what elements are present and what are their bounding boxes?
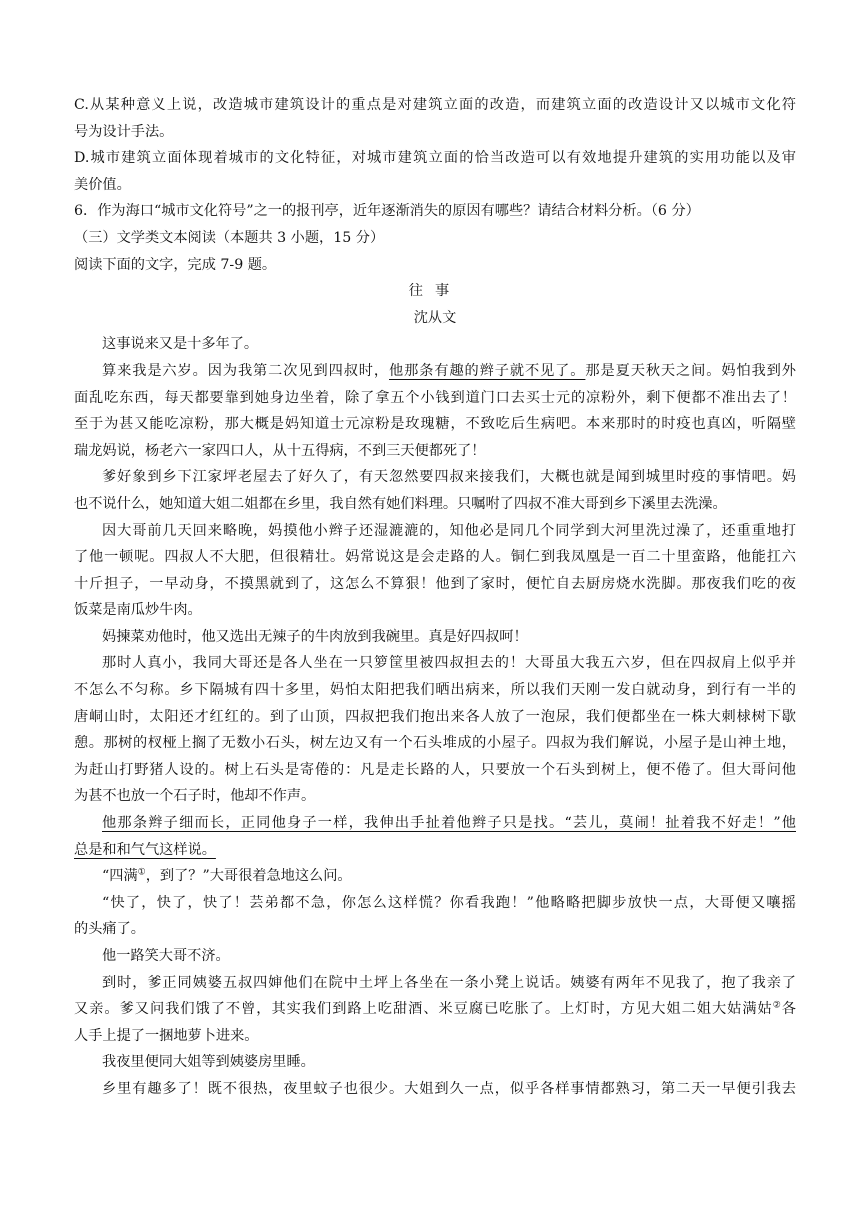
section-3-heading: （三）文学类文本阅读（本题共 3 小题，15 分） (74, 229, 385, 246)
article-author: 沈从文 (413, 309, 457, 326)
paragraph-2-text: 算来我是六岁。因为我第二次见到四叔时， (102, 362, 390, 379)
paragraph-9-line-2: 的头痛了。 (74, 921, 145, 938)
article-title: 往事 (408, 283, 462, 300)
underlined-sentence-2-line-2: 总是和和气气这样说。 (74, 841, 216, 858)
footnote-marker-1: ① (137, 867, 146, 878)
paragraph-6-line-3: 唐峒山时，太阳还才红红的。到了山顶，四叔把我们抱出来各人放了一泡尿，我们便都坐在一株大刺梂树下歇 (74, 708, 796, 725)
underlined-sentence-1: 他那条有趣的辫子就不见了。 (389, 362, 586, 379)
paragraph-6-line-1: 那时人真小，我同大哥还是各人坐在一只箩筐里被四叔担去的！大哥虽大我五六岁，但在四叔肩上似乎并 (102, 655, 796, 672)
paragraph-5: 妈揀菜劝他时，他又选出无辣子的牛肉放到我碗里。真是好四叔呵！ (102, 628, 528, 645)
paragraph-11-line-1: 到时，爹正同姨婆五叔四婶他们在院中土坪上各坐在一条小凳上说话。姨婆有两年不见我了，抱了我亲了 (102, 974, 796, 991)
document-page (74, 92, 796, 1103)
paragraph-6-line-5: 为赶山打野猪人设的。树上石头是寄倦的：凡是走长路的人，只要放一个石头到树上，便不倦了。但大哥问他 (74, 761, 796, 778)
paragraph-2-line-3: 至于为甚又能吃凉粉，那大概是妈知道士元凉粉是玫瑰糖，不致吃后生病吧。本来那时的时疫也真凶，听隔壁 (74, 416, 796, 433)
paragraph-3-line-1: 爹好象到乡下江家坪老屋去了好久了，有天忽然要四叔来接我们，大概也就是闻到城里时疫的事情吧。妈 (102, 469, 796, 486)
paragraph-11-line-2 (74, 996, 796, 1023)
footnote-marker-2: ② (772, 1000, 782, 1011)
question-6: 6．作为海口“城市文化符号”之一的报刊亭，近年逐渐消失的原因有哪些？请结合材料分析。（6 分） (74, 203, 700, 220)
paragraph-6-line-2: 不怎么不匀称。乡下隔城有四十多里，妈怕太阳把我们晒出病来，所以我们天刚一发白就动身，到行有一半的 (74, 682, 796, 699)
paragraph-4-line-2: 了他一顿呢。四叔人不大肥，但很精壮。妈常说这是会走路的人。铜仁到我凤凰是一百二十里蛮路，他能扛六 (74, 549, 796, 566)
underlined-sentence-2-line-1: 他那条辫子细而长，正同他身子一样，我伸出手扯着他辫子只是找。“芸儿，莫闹！扯着我不好走！”他 (102, 815, 796, 832)
option-d-line-2: 美价值。 (74, 176, 131, 193)
option-c-line-1: C.从某种意义上说，改造城市建筑设计的重点是对建筑立面的改造，而建筑立面的改造设计又以城市文化符 (74, 97, 796, 113)
paragraph-4-line-1: 因大哥前几天回来略晚，妈摸他小辫子还湿漉漉的，知他必是同几个同学到大河里洗过澡了，还重重地打 (102, 522, 796, 539)
paragraph-4-line-3: 十斤担子，一早动身，不摸黑就到了，这怎么不算狠！他到了家时，便忙自去厨房烧水洗脚。那夜我们吃的夜 (74, 575, 796, 592)
paragraph-6-line-4: 憩。那树的杈桠上搁了无数小石头，树左边又有一个石头堆成的小屋子。四叔为我们解说，小屋子是山神土地， (74, 735, 796, 752)
option-c-line-2: 号为设计手法。 (74, 123, 174, 140)
paragraph-2-line-2: 面乱吃东西，每天都要靠到她身边坐着，除了拿五个小钱到道门口去买士元的凉粉外，剩下便都不准出去了！ (74, 389, 796, 406)
paragraph-8-text: “四满 (102, 868, 138, 885)
paragraph-11-text: 又亲。爹又问我们饿了不曾，其实我们到路上吃甜酒、米豆腐已吃胀了。上灯时，方见大姐二姐大姑满姑 (74, 1001, 773, 1018)
paragraph-8-text: ，到了？”大哥很着急地这么问。 (145, 868, 352, 885)
paragraph-2-line-4: 瑞龙妈说，杨老六一家四口人，从十五得病，不到三天便都死了！ (74, 442, 486, 459)
paragraph-6-line-6: 为甚不也放一个石子时，他却不作声。 (74, 788, 316, 805)
paragraph-9-line-1: “快了，快了，快了！芸弟都不急，你怎么这样慌？你看我跑！”他略略把脚步放快一点，大哥便又嚷摇 (102, 894, 796, 911)
paragraph-13-line-1: 乡里有趣多了！既不很热，夜里蚊子也很少。大姐到久一点，似乎各样事情都熟习，第二天一早便引我去 (102, 1080, 796, 1097)
paragraph-2-text: 那是夏天秋天之间。妈怕我到外 (585, 362, 796, 379)
reading-instruction: 阅读下面的文字，完成 7-9 题。 (74, 256, 277, 273)
paragraph-11-line-3: 人手上提了一捆地萝卜进来。 (74, 1027, 259, 1044)
option-d-line-1: D.城市建筑立面体现着城市的文化特征，对城市建筑立面的恰当改造可以有效地提升建筑的实用功能以及审 (74, 150, 796, 167)
paragraph-2-line-1 (74, 358, 796, 385)
paragraph-12: 我夜里便同大姐等到姨婆房里睡。 (102, 1054, 315, 1071)
paragraph-11-text: 各 (781, 1001, 796, 1018)
paragraph-10: 他一路笑大哥不济。 (102, 948, 230, 964)
paragraph-8 (74, 863, 796, 890)
paragraph-3-line-2: 也不说什么，她知道大姐二姐都在乡里，我自然有她们料理。只嘱咐了四叔不准大哥到乡下溪里去洗澡。 (74, 495, 727, 512)
paragraph-4-line-4: 饭菜是南瓜炒牛肉。 (74, 602, 202, 619)
paragraph-1: 这事说来又是十多年了。 (102, 336, 259, 353)
